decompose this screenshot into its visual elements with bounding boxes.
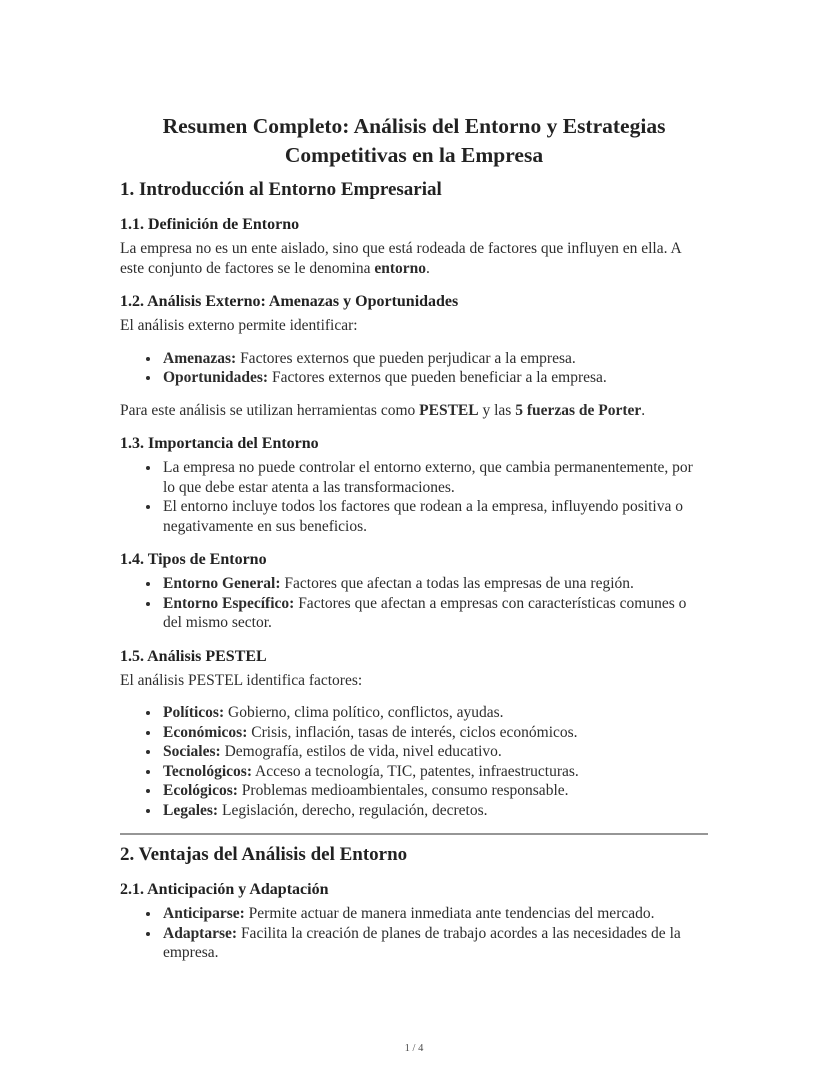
- list-item-text: Factores que afectan a todas las empresas de una región.: [280, 575, 634, 592]
- list-item: [161, 368, 708, 388]
- section-1-1-paragraph: [120, 239, 708, 278]
- section-1-2-intro: El análisis externo permite identificar:: [120, 317, 358, 334]
- list-item-text: Problemas medioambientales, consumo responsable.: [237, 782, 569, 799]
- list-item-text: Gobierno, clima político, conflictos, ayudas.: [224, 704, 504, 721]
- bold-term: 5 fuerzas de Porter: [515, 401, 642, 419]
- section-1-1-heading: 1.1. Definición de Entorno: [120, 216, 300, 233]
- section-1-5-intro: El análisis PESTEL identifica factores:: [120, 671, 363, 689]
- list-item-lead: Entorno Específico:: [163, 594, 295, 612]
- bold-term: entorno: [374, 259, 427, 277]
- list-item: [161, 762, 708, 782]
- list-item: [161, 723, 708, 743]
- list-item-lead: Económicos:: [163, 723, 248, 741]
- bold-term: PESTEL: [419, 401, 479, 419]
- list-item-text: Factores que afectan a empresas con características comunes o del mismo sector.: [163, 594, 687, 631]
- section-2-1-heading: 2.1. Anticipación y Adaptación: [120, 881, 329, 898]
- paragraph-text: La empresa no es un ente aislado, sino que está rodeada de factores que influyen en ella. A este conjunto de factores se le denomina: [120, 240, 681, 277]
- list-item-lead: Amenazas:: [163, 349, 237, 367]
- list-item-lead: Entorno General:: [163, 575, 281, 592]
- section-1-4-heading: 1.4. Tipos de Entorno: [120, 551, 267, 568]
- list-item: [161, 742, 708, 762]
- paragraph-text: y las: [478, 401, 516, 419]
- section-1-4-list: [120, 574, 708, 633]
- section-1-5-list: [120, 703, 708, 820]
- list-item-lead: Oportunidades:: [163, 369, 269, 386]
- list-item-text: Factores externos que pueden perjudicar a la empresa.: [236, 349, 576, 367]
- list-item-text: Factores externos que pueden beneficiar a la empresa.: [268, 369, 607, 386]
- list-item-lead: Ecológicos:: [163, 782, 238, 799]
- list-item: [161, 924, 708, 963]
- section-1-heading: 1. Introducción al Entorno Empresarial: [120, 179, 442, 200]
- list-item: [161, 904, 708, 924]
- section-1-5-heading: 1.5. Análisis PESTEL: [120, 647, 267, 665]
- list-item: [161, 594, 708, 633]
- section-1-2-outro: [120, 401, 708, 421]
- list-item-text: Crisis, inflación, tasas de interés, ciclos económicos.: [247, 723, 578, 741]
- list-item-lead: Legales:: [163, 801, 219, 819]
- section-2-heading: 2. Ventajas del Análisis del Entorno: [120, 844, 408, 865]
- list-item-lead: Tecnológicos:: [163, 762, 252, 780]
- section-2-1-list: [120, 904, 708, 963]
- paragraph-text: .: [426, 259, 430, 277]
- list-item-lead: Sociales:: [163, 743, 221, 760]
- page-number: 1 / 4: [404, 1043, 424, 1054]
- list-item: [161, 801, 708, 821]
- section-1-2-heading: 1.2. Análisis Externo: Amenazas y Oportunidades: [120, 293, 459, 310]
- list-item: [161, 349, 708, 369]
- list-item-text: Permite actuar de manera inmediata ante tendencias del mercado.: [244, 905, 655, 922]
- list-item-lead: Adaptarse:: [163, 924, 238, 942]
- section-1-3-heading: 1.3. Importancia del Entorno: [120, 435, 319, 452]
- document-title: Resumen Completo: Análisis del Entorno y Estrategias Competitivas en la Empresa: [162, 114, 666, 167]
- list-item-text: El entorno incluye todos los factores que rodean a la empresa, influyendo positiva o negativamente en sus beneficios.: [163, 498, 683, 535]
- list-item: [161, 574, 708, 594]
- section-divider: [120, 833, 708, 835]
- list-item: [161, 497, 708, 536]
- list-item-text: La empresa no puede controlar el entorno externo, que cambia permanentemente, por lo que debe estar atenta a las transformaciones.: [163, 459, 693, 496]
- list-item-text: Demografía, estilos de vida, nivel educativo.: [220, 743, 502, 760]
- paragraph-text: Para este análisis se utilizan herramientas como: [120, 401, 420, 419]
- section-1-2-list: [120, 349, 708, 388]
- list-item-lead: Políticos:: [163, 704, 225, 721]
- section-1-3-list: [120, 458, 708, 536]
- list-item-text: Acceso a tecnología, TIC, patentes, infraestructuras.: [251, 762, 579, 780]
- list-item-lead: Anticiparse:: [163, 905, 245, 922]
- list-item-text: Legislación, derecho, regulación, decretos.: [218, 801, 488, 819]
- list-item: [161, 781, 708, 801]
- paragraph-text: .: [641, 401, 646, 419]
- list-item-text: Facilita la creación de planes de trabajo acordes a las necesidades de la empresa.: [163, 924, 681, 961]
- list-item: [161, 458, 708, 497]
- list-item: [161, 703, 708, 723]
